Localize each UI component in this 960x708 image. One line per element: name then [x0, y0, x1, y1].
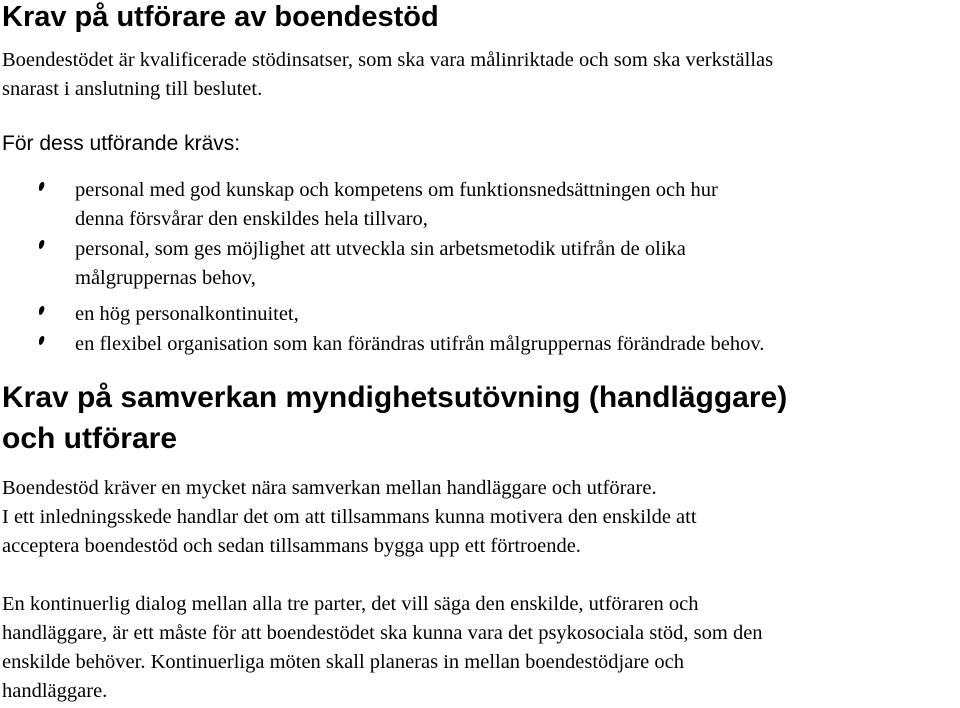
- section-title-utforare: Krav på utförare av boendestöd: [2, 1, 439, 33]
- section-title-samverkan: Krav på samverkan myndighetsutövning (handläggare): [2, 381, 788, 414]
- paragraph-line: En kontinuerlig dialog mellan alla tre parter, det vill säga den enskilde, utföraren och: [2, 593, 699, 615]
- intro-line: Boendestödet är kvalificerade stödinsatser, som ska vara målinriktade och som ska verkställas: [2, 49, 774, 71]
- bullet-icon: [38, 182, 46, 191]
- bullet-icon: [38, 336, 46, 345]
- paragraph-line: handläggare.: [2, 680, 108, 702]
- paragraph-line: Boendestöd kräver en mycket nära samverkan mellan handläggare och utförare.: [2, 477, 657, 499]
- paragraph-line: handläggare, är ett måste för att boendestödet ska kunna vara det psykosociala stöd, som den: [2, 622, 763, 644]
- list-item-text: en hög personalkontinuitet,: [75, 303, 299, 325]
- paragraph-line: acceptera boendestöd och sedan tillsammans bygga upp ett förtroende.: [2, 535, 581, 557]
- list-item-text: denna försvårar den enskildes hela tillvaro,: [75, 208, 428, 230]
- list-item-text: en flexibel organisation som kan förändras utifrån målgruppernas förändrade behov.: [75, 333, 765, 355]
- paragraph-line: I ett inledningsskede handlar det om att tillsammans kunna motivera den enskilde att: [2, 506, 697, 528]
- list-item-text: personal, som ges möjlighet att utveckla sin arbetsmetodik utifrån de olika: [75, 238, 686, 260]
- paragraph-line: enskilde behöver. Kontinuerliga möten skall planeras in mellan boendestödjare och: [2, 651, 684, 673]
- list-item-text: personal med god kunskap och kompetens om funktionsnedsättningen och hur: [75, 179, 718, 201]
- list-item-text: målgruppernas behov,: [75, 267, 256, 289]
- bullet-icon: [38, 240, 46, 249]
- intro-line: snarast i anslutning till beslutet.: [2, 78, 263, 100]
- section-title-samverkan: och utförare: [2, 422, 178, 455]
- bullet-icon: [38, 306, 46, 315]
- requirements-subheading: För dess utförande krävs:: [2, 132, 241, 155]
